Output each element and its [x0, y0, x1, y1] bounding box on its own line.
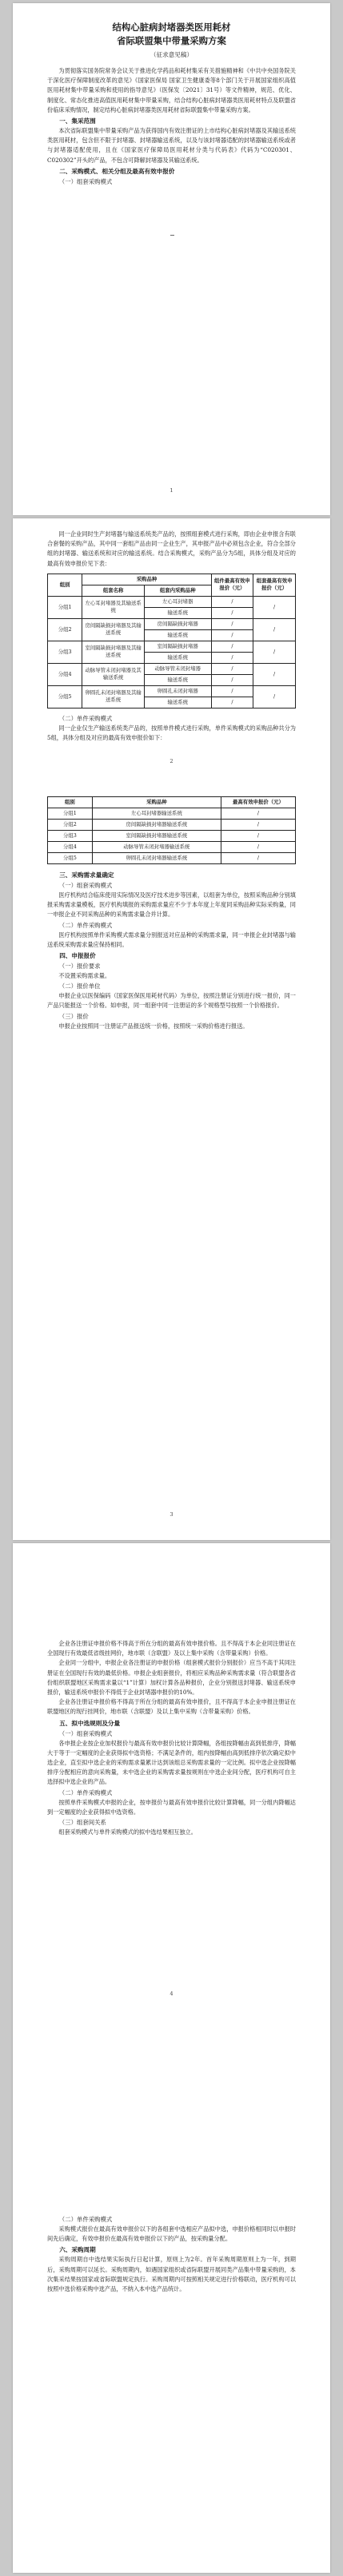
table-cell-price: /	[221, 808, 295, 820]
table-header-group: 组别	[48, 574, 82, 596]
document-page-1	[13, 3, 330, 515]
table-cell-group: 分组5	[48, 685, 82, 708]
table-cell-item: 左心耳封堵器输送系统	[92, 808, 221, 820]
table-cell-item: 房间隔缺损封堵器输送系统	[92, 820, 221, 831]
table-header-group: 组别	[48, 797, 93, 808]
table-cell-item: 卵圆孔未闭封堵器输送系统	[92, 853, 221, 864]
section-4-text-2: 申报企业以医保编码（国家医保医用耗材代码）为单位，按照注册证分别进行统一报价，同一产品只能报送一个价格。如申报，同一组套中同一注册证的多个规格型号按照一个价格报价。	[47, 992, 296, 1010]
document-title-line-2: 省际联盟集中带量采购方案	[117, 35, 226, 46]
table-cell-item: 动脉导管未闭封堵器	[144, 663, 211, 674]
table-cell-item: 室间隔缺损封堵器	[144, 641, 211, 652]
table-cell-p1: /	[211, 652, 253, 663]
table-row	[48, 820, 296, 831]
group-price-table-body	[48, 596, 296, 708]
table-cell-p2: /	[253, 618, 296, 641]
table-cell-p1: /	[211, 618, 253, 629]
page-number-top: 4	[170, 1991, 173, 1997]
section-5-text-4: 采购模式报价在最高有效申报价以下的各组套中选相应产品拟中选，申报价格相同时以申报时间先后确定，有效申报价在最高有效申报价以下的产品，按采购量分配。	[47, 2225, 296, 2243]
table-cell-group: 分组3	[48, 641, 82, 663]
table-cell-item: 左心耳封堵器	[144, 596, 211, 607]
table-row	[48, 596, 296, 607]
table-cell-combo: 左心耳封堵器及其输送系统	[82, 596, 145, 618]
table-row	[48, 831, 296, 842]
group-price-table	[47, 574, 296, 708]
table-row	[48, 808, 296, 820]
section-6-heading: 六、采购周期	[59, 2246, 96, 2254]
table-cell-p2: /	[253, 596, 296, 618]
table-header-combo: 组套名称	[82, 585, 145, 596]
table-header-row	[48, 574, 296, 585]
table-cell-p1: /	[211, 674, 253, 685]
table-cell-p1: /	[211, 596, 253, 607]
table-cell-group: 分组5	[48, 853, 93, 864]
section-4-subheading-3: （三）报价	[58, 1012, 89, 1020]
table-cell-item: 输送系统	[144, 607, 211, 618]
section-5-subheading-4: （二）单件采购模式	[58, 2216, 113, 2223]
table-row	[48, 618, 296, 629]
document-subtitle: （征求意见稿）	[150, 51, 193, 58]
table-cell-item: 室间隔缺损封堵器输送系统	[92, 831, 221, 842]
section-5-text-1: 各申报企业按企业加权报价与最高有效申报价比较计算降幅，各组按降幅由高到低排序，降幅大于等于一定幅度的企业获得拟中选资格；不满足条件的，组内按降幅由高到低排序依次确定拟中选企业，直至拟中选企业的采购需求量累计达到该组总采购需求量的一定比例。拟中选企业按降幅排序分配相应的意向采购量，未中选企业的采购需求量按规则在中选企业间分配，医疗机构可自主选择拟中选企业的产品。	[47, 1739, 296, 1786]
section-3-text-2: 医疗机构按照单件采购模式需求量分别报送对应品种的采购需求量，同一申报企业封堵器与输送系统采购需求量应保持相同。	[47, 931, 296, 948]
page-number-top: 2	[170, 758, 173, 764]
table-cell-price: /	[221, 820, 295, 831]
section-1-text: 本次省际联盟集中带量采购产品为获得国内有效注册证的上市结构心脏病封堵器及其输送系统类医用耗材，包含但不限于封堵器、封堵器输送系统，以及与该封堵器适配的封堵器输送系统或者与封堵器适配使用，且在《国家医疗保障局医用耗材分类与代码表》代码为“C020301、C020302”开头的产品，不包含可降解封堵器及其输送系统。	[47, 127, 296, 164]
table-row	[48, 853, 296, 864]
table-cell-group: 分组2	[48, 820, 93, 831]
single-price-table-body	[48, 808, 296, 864]
page-3-lower-content	[47, 2214, 296, 2294]
table-cell-p1: /	[211, 629, 253, 641]
section-3-text-1: 医疗机构结合临床使用实际情况及医疗技术进步等因素，以组套为单位，按照采购品种分别填报采购需求量模板，医疗机构填报的采购需求量应不少于本年度上年度同采购品种实际采购量，同一申报企业不同采购品种的采购需求量合并计算。	[47, 891, 296, 919]
section-2-subheading-2: （二）单件采购模式	[58, 714, 113, 722]
section-4-subheading-2: （二）报价单位	[58, 982, 101, 990]
table-row	[48, 842, 296, 853]
table-cell-item: 输送系统	[144, 674, 211, 685]
page-number: 1	[170, 487, 173, 494]
section-4-text-1: 不设置采购需求量。	[58, 972, 111, 980]
section-6-text: 采购周期自中选结果实际执行日起计算，原则上为2年。首年采购周期原则上为一年，到期后，采购周期可以延长。采购周期内，如遇国家组织或省际联盟开展同类产品集中带量采购的，本次集采结果按国家或省际联盟规定执行。采购周期内可按照相关规定进行价格联动，医疗机构可以按照中选价格采购中选产品，不纳入本中选产品统计。	[47, 2256, 296, 2293]
table-cell-price: /	[221, 842, 295, 853]
page-3-text-1: 企业各注册证申报价格不得高于所在分组的最高有效申报价格。且不得高于本企业同注册证在全国现行有效最低省级挂网价，地市联（含联盟）及以上集中采购（含带量采购）价格。	[47, 1640, 296, 1657]
page-3-content	[47, 1639, 296, 1837]
table-cell-group: 分组4	[48, 842, 93, 853]
table-cell-combo: 室间隔缺损封堵器及其输送系统	[82, 641, 145, 663]
section-2-heading: 二、采购模式、相关分组及最高有效申报价	[59, 167, 175, 175]
table-row	[48, 641, 296, 652]
section-4-text-3: 申报企业按照同一注册证产品报送统一价格，按照统一采购价格进行报送。	[58, 1022, 249, 1030]
table-row	[48, 663, 296, 674]
table-cell-p1: /	[211, 607, 253, 618]
table-cell-group: 分组4	[48, 663, 82, 685]
table-cell-item: 房间隔缺损封堵器	[144, 618, 211, 629]
section-4-subheading-1: （一）报价要求	[58, 963, 101, 970]
page-2-content	[47, 530, 296, 743]
table-cell-p2: /	[253, 663, 296, 685]
section-5-subheading-2: （二）单件采购模式	[58, 1788, 113, 1796]
table-header-combo-item: 组套内采购品种	[144, 585, 211, 596]
section-5-subheading-1: （一）组套采购模式	[58, 1729, 113, 1737]
table-cell-item: 输送系统	[144, 697, 211, 708]
table-header-row	[48, 797, 296, 808]
table-cell-group: 分组1	[48, 808, 93, 820]
group-purchase-paragraph: 同一企业同时生产封堵器与输送系统类产品的，按照组套模式进行采购，即由企业申报含有联合套餐的采购产品，其中同一套组产品由同一企业生产，其申报产品中必须包含企业，符合全部分组的封堵器、输送系统和对应的输送系统。结合采购模式，采购产品分为5组，具体分组及对应的最高有效申报价见下表：	[47, 530, 296, 567]
table-cell-group: 分组3	[48, 831, 93, 842]
section-5-heading: 五、拟中选规则及分量	[59, 1719, 121, 1727]
table-cell-group: 分组2	[48, 618, 82, 641]
table-cell-price: /	[221, 831, 295, 842]
table-header-component-price: 组件最高有效申报价（元）	[211, 574, 253, 596]
document-title-line-1: 结构心脏病封堵器类医用耗材	[112, 22, 231, 33]
table-header-product: 采购品种	[82, 574, 211, 585]
page-1-content	[47, 21, 296, 187]
table-row	[48, 685, 296, 697]
table-cell-item: 动脉导管未闭封堵器输送系统	[92, 842, 221, 853]
page-2-lower-content	[47, 796, 296, 1031]
table-cell-p1: /	[211, 685, 253, 697]
table-cell-p1: /	[211, 697, 253, 708]
intro-paragraph: 为贯彻落实国务院常务会议关于推进化学药品和耗材集采有关措施精神和《中共中央国务院关于深化医疗保障制度改革的意见》《国家医保局 国家卫生健康委等8个部门关于开展国家组织高值医用耗材集中带量采购和使用的指导意见》（医保发〔2021〕31号）等文件精神，规范、优化、制度化、常态化推进高值医用耗材集中带量采购，结合结构心脏病封堵器类医用耗材特点及联盟省份临床采购情况，制定结构心脏病封堵器类医用耗材省际联盟集中带量采购方案。	[47, 67, 296, 113]
table-header-price: 最高有效申报价（元）	[221, 797, 295, 808]
table-header-combo-price: 组套最高有效申报价（元）	[253, 574, 296, 596]
table-cell-price: /	[221, 853, 295, 864]
section-4-heading: 四、申报报价	[59, 952, 96, 960]
table-cell-combo: 动脉导管未闭封堵器及其输送系统	[82, 663, 145, 685]
section-3-heading: 三、采购需求量确定	[59, 871, 114, 879]
section-5-text-3: 组套采购模式与单件采购模式的拟中选结果相互独立。	[58, 1828, 197, 1836]
section-1-heading: 一、集采范围	[59, 117, 96, 125]
section-3-subheading-2: （二）单件采购模式	[58, 921, 113, 929]
section-5-subheading-3: （三）组套间关系	[58, 1819, 106, 1827]
page-3-text-2: 企业同一分组中，申报企业各注册证的申报价格（组套模式报价分别报价）应当不高于其同注册证在全国现行有效的最低价格。申报企业组套报价，将相应采购品种采购需求量（符合联盟各省份组织联盟地区采购需求量以“1”计算）加权计算各品种报价，企业分别报送封堵器、输送系统申报价，输送系统申报价不得低于企业封堵器申报价的10%。	[47, 1659, 296, 1697]
page-3-text-3: 企业各注册证申报价格不得高于所在分组的最高有效申报价，且不得高于本企业申报注册证在联盟地区的现行挂网价，地市联（含联盟）及以上集中采购（含带量采购）价格。	[47, 1698, 296, 1716]
table-header-product: 采购品种	[92, 797, 221, 808]
section-2-subheading-1: （一）组套采购模式	[58, 177, 113, 185]
section-3-subheading-1: （一）组套采购模式	[58, 882, 113, 889]
single-price-table	[47, 796, 296, 864]
table-cell-item: 卵圆孔未闭封堵器	[144, 685, 211, 697]
table-cell-combo: 房间隔缺损封堵器及其输送系统	[82, 618, 145, 641]
table-cell-group: 分组1	[48, 596, 82, 618]
table-cell-p2: /	[253, 685, 296, 708]
single-purchase-paragraph: 同一企业仅生产输送系统类产品的，按照单件模式进行采购，单件采购模式的采购品种共分为5组，具体分组及对应的最高有效申报价如下：	[47, 724, 296, 742]
table-cell-p1: /	[211, 641, 253, 652]
table-cell-item: 输送系统	[144, 652, 211, 663]
page-number: 3	[170, 1511, 173, 1518]
section-5-text-2: 按照单件采购模式申报的企业，按申报价与最高有效申报价比较计算降幅，同一分组内降幅达到一定幅度的企业获得拟中选资格。	[47, 1798, 296, 1816]
table-cell-combo: 卵圆孔未闭封堵器及其输送系统	[82, 685, 145, 708]
document-page-3	[13, 1543, 330, 2573]
table-cell-p1: /	[211, 663, 253, 674]
document-page-2	[13, 518, 330, 1540]
table-cell-item: 输送系统	[144, 629, 211, 641]
table-cell-p2: /	[253, 641, 296, 663]
page-divider-mark	[170, 235, 174, 236]
